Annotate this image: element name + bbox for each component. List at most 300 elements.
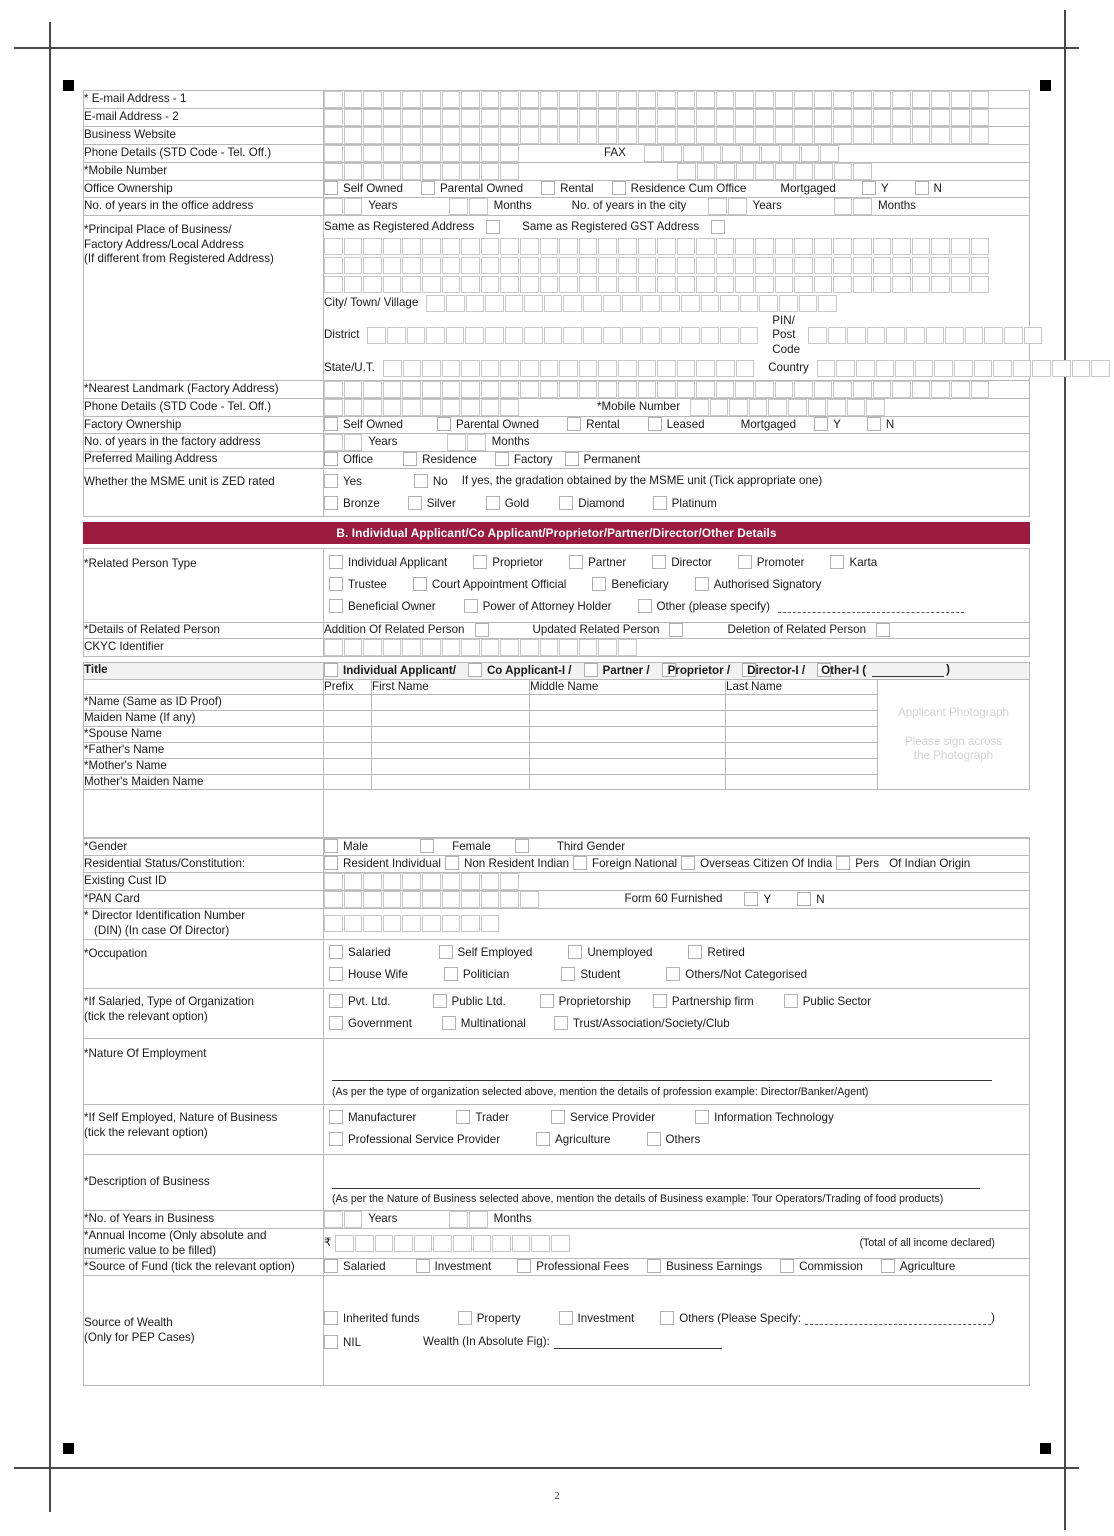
char-box[interactable]	[794, 257, 813, 274]
option-org-pvt-ltd[interactable]: Pvt. Ltd.	[329, 994, 391, 1010]
char-box[interactable]	[442, 238, 461, 255]
char-box[interactable]	[677, 238, 696, 255]
char-box[interactable]	[657, 381, 676, 398]
char-box[interactable]	[363, 238, 382, 255]
char-box[interactable]	[681, 327, 700, 344]
char-box[interactable]	[657, 238, 676, 255]
option-nob-others[interactable]: Others	[647, 1132, 701, 1148]
field-residential-status[interactable]	[324, 856, 1030, 873]
char-box[interactable]	[794, 276, 813, 293]
field-factory-years[interactable]	[324, 433, 1030, 451]
input-first-name[interactable]	[372, 711, 530, 727]
char-box[interactable]	[442, 360, 461, 377]
char-box[interactable]	[422, 639, 441, 656]
checkbox-icon[interactable]	[695, 1110, 709, 1124]
char-box[interactable]	[531, 1235, 550, 1252]
char-box[interactable]	[971, 276, 990, 293]
char-box[interactable]	[442, 127, 461, 144]
char-box[interactable]	[394, 1235, 413, 1252]
field-email2[interactable]	[324, 109, 1030, 127]
char-box[interactable]	[926, 327, 945, 344]
char-box[interactable]	[469, 198, 488, 215]
char-box[interactable]	[540, 257, 559, 274]
char-box[interactable]	[853, 381, 872, 398]
option-factory-leased[interactable]: Leased	[648, 417, 705, 433]
char-box[interactable]	[422, 109, 441, 126]
checkbox-icon[interactable]	[780, 1259, 794, 1273]
char-box[interactable]	[433, 1235, 452, 1252]
char-box[interactable]	[716, 276, 735, 293]
char-box[interactable]	[363, 915, 382, 932]
field-nature-employment[interactable]	[324, 1039, 1030, 1105]
char-box[interactable]	[383, 276, 402, 293]
char-box[interactable]	[779, 295, 798, 312]
checkbox-icon[interactable]	[565, 452, 579, 466]
char-box[interactable]	[442, 109, 461, 126]
option-occ-unemployed[interactable]: Unemployed	[568, 945, 652, 961]
char-box[interactable]	[677, 91, 696, 108]
checkbox-icon[interactable]	[681, 856, 695, 870]
char-box[interactable]	[644, 145, 663, 162]
char-box[interactable]	[951, 91, 970, 108]
input-first-name[interactable]	[372, 742, 530, 758]
char-box[interactable]	[788, 399, 807, 416]
char-box[interactable]	[579, 257, 598, 274]
char-box[interactable]	[657, 91, 676, 108]
checkbox-icon[interactable]	[445, 856, 459, 870]
char-box[interactable]	[540, 91, 559, 108]
wealth-others-line[interactable]	[805, 1313, 991, 1325]
char-box[interactable]	[383, 915, 402, 932]
char-box[interactable]	[775, 276, 794, 293]
checkbox-icon[interactable]	[561, 967, 575, 981]
option-gender-third[interactable]: Third Gender	[515, 839, 625, 855]
char-box[interactable]	[461, 91, 480, 108]
checkbox-icon[interactable]	[473, 555, 487, 569]
char-box[interactable]	[735, 109, 754, 126]
char-box[interactable]	[344, 257, 363, 274]
char-box[interactable]	[853, 238, 872, 255]
char-box[interactable]	[735, 257, 754, 274]
input-middle-name[interactable]	[530, 758, 726, 774]
char-box[interactable]	[618, 91, 637, 108]
char-box[interactable]	[500, 109, 519, 126]
option-org-trust-association[interactable]: Trust/Association/Society/Club	[554, 1016, 730, 1032]
char-box[interactable]	[638, 257, 657, 274]
option-fund-salaried[interactable]: Salaried	[324, 1259, 386, 1275]
char-box[interactable]	[683, 145, 702, 162]
char-box[interactable]	[681, 295, 700, 312]
checkbox-deletion-related-person[interactable]	[876, 623, 890, 637]
field-mailing-address[interactable]	[324, 451, 1030, 468]
char-box[interactable]	[579, 360, 598, 377]
char-box[interactable]	[355, 1235, 374, 1252]
char-box[interactable]	[524, 327, 543, 344]
checkbox-icon[interactable]	[324, 839, 338, 853]
char-box[interactable]	[836, 360, 855, 377]
checkbox-icon[interactable]	[324, 1335, 338, 1349]
option-nob-trader[interactable]: Trader	[456, 1110, 509, 1126]
char-box[interactable]	[951, 238, 970, 255]
char-box[interactable]	[520, 276, 539, 293]
char-box[interactable]	[618, 276, 637, 293]
char-box[interactable]	[461, 891, 480, 908]
option-org-public-sector[interactable]: Public Sector	[784, 994, 871, 1010]
char-box[interactable]	[363, 276, 382, 293]
char-box[interactable]	[383, 873, 402, 890]
char-box[interactable]	[951, 257, 970, 274]
char-box[interactable]	[984, 327, 1003, 344]
char-box[interactable]	[971, 381, 990, 398]
char-box[interactable]	[520, 91, 539, 108]
field-zed-rated[interactable]	[324, 468, 1030, 517]
char-box[interactable]	[912, 276, 931, 293]
checkbox-icon[interactable]	[464, 599, 478, 613]
char-box[interactable]	[755, 238, 774, 255]
char-box[interactable]	[505, 327, 524, 344]
char-box[interactable]	[466, 295, 485, 312]
char-box[interactable]	[735, 238, 754, 255]
char-box[interactable]	[481, 238, 500, 255]
char-box[interactable]	[461, 873, 480, 890]
checkbox-icon[interactable]	[666, 967, 680, 981]
input-middle-name[interactable]	[530, 742, 726, 758]
char-box[interactable]	[892, 109, 911, 126]
checkbox-icon[interactable]	[569, 555, 583, 569]
option-fund-professional-fees[interactable]: Professional Fees	[517, 1259, 629, 1275]
char-box[interactable]	[422, 127, 441, 144]
char-box[interactable]	[579, 639, 598, 656]
char-box[interactable]	[853, 163, 872, 180]
checkbox-icon[interactable]	[660, 1311, 674, 1325]
char-box[interactable]	[442, 639, 461, 656]
input-prefix[interactable]	[324, 711, 372, 727]
char-box[interactable]	[324, 163, 343, 180]
char-box[interactable]	[974, 360, 993, 377]
checkbox-icon[interactable]	[862, 181, 876, 195]
char-box[interactable]	[638, 127, 657, 144]
field-source-of-wealth[interactable]	[324, 1276, 1030, 1386]
wealth-absolute-line[interactable]	[554, 1337, 722, 1349]
option-zed-platinum[interactable]: Platinum	[653, 496, 717, 512]
char-box[interactable]	[701, 327, 720, 344]
char-box[interactable]	[951, 381, 970, 398]
char-box[interactable]	[598, 127, 617, 144]
char-box[interactable]	[447, 434, 466, 451]
char-box[interactable]	[500, 381, 519, 398]
char-box[interactable]	[461, 163, 480, 180]
char-box[interactable]	[603, 327, 622, 344]
char-box[interactable]	[363, 91, 382, 108]
char-box[interactable]	[735, 276, 754, 293]
char-box[interactable]	[716, 360, 735, 377]
input-prefix[interactable]	[324, 758, 372, 774]
char-box[interactable]	[481, 399, 500, 416]
char-box[interactable]	[383, 163, 402, 180]
char-box[interactable]	[422, 873, 441, 890]
char-box[interactable]	[520, 109, 539, 126]
checkbox-icon[interactable]	[551, 1110, 565, 1124]
char-box[interactable]	[971, 257, 990, 274]
char-box[interactable]	[818, 295, 837, 312]
option-fund-business-earnings[interactable]: Business Earnings	[647, 1259, 762, 1275]
checkbox-icon[interactable]	[324, 181, 338, 195]
char-box[interactable]	[461, 109, 480, 126]
char-box[interactable]	[696, 257, 715, 274]
option-occ-student[interactable]: Student	[561, 967, 620, 983]
char-box[interactable]	[755, 163, 774, 180]
char-box[interactable]	[886, 327, 905, 344]
char-box[interactable]	[740, 295, 759, 312]
field-source-of-fund[interactable]	[324, 1259, 1030, 1276]
char-box[interactable]	[794, 91, 813, 108]
char-box[interactable]	[759, 295, 778, 312]
char-box[interactable]	[461, 145, 480, 162]
char-box[interactable]	[736, 360, 755, 377]
checkbox-icon[interactable]	[420, 839, 434, 853]
char-box[interactable]	[814, 276, 833, 293]
checkbox-icon[interactable]	[814, 417, 828, 431]
char-box[interactable]	[716, 238, 735, 255]
char-box[interactable]	[853, 127, 872, 144]
char-box[interactable]	[579, 91, 598, 108]
char-box[interactable]	[402, 891, 421, 908]
char-box[interactable]	[951, 276, 970, 293]
char-box[interactable]	[500, 257, 519, 274]
option-nob-agriculture[interactable]: Agriculture	[536, 1132, 610, 1148]
checkbox-icon[interactable]	[540, 994, 554, 1008]
option-zed-yes[interactable]: Yes	[324, 474, 362, 490]
char-box[interactable]	[775, 238, 794, 255]
char-box[interactable]	[520, 257, 539, 274]
char-box[interactable]	[520, 639, 539, 656]
char-box[interactable]	[735, 381, 754, 398]
checkbox-icon[interactable]	[329, 994, 343, 1008]
char-box[interactable]	[442, 257, 461, 274]
checkbox-icon[interactable]	[653, 496, 667, 510]
char-box[interactable]	[363, 639, 382, 656]
option-mailing-factory[interactable]: Factory	[495, 452, 553, 468]
checkbox-icon[interactable]	[647, 1132, 661, 1146]
char-box[interactable]	[638, 238, 657, 255]
char-box[interactable]	[344, 381, 363, 398]
option-res-non-resident-indian[interactable]: Non Resident Indian	[445, 856, 569, 872]
option-factory-rental[interactable]: Rental	[567, 417, 620, 433]
char-box[interactable]	[696, 381, 715, 398]
input-last-name[interactable]	[726, 758, 878, 774]
option-fund-investment[interactable]: Investment	[416, 1259, 492, 1275]
char-box[interactable]	[500, 91, 519, 108]
char-box[interactable]	[453, 1235, 472, 1252]
char-box[interactable]	[701, 295, 720, 312]
char-box[interactable]	[833, 276, 852, 293]
char-box[interactable]	[971, 91, 990, 108]
option-rpt-partner[interactable]: Partner	[569, 555, 626, 571]
char-box[interactable]	[971, 109, 990, 126]
char-box[interactable]	[402, 109, 421, 126]
char-box[interactable]	[442, 91, 461, 108]
checkbox-icon[interactable]	[567, 417, 581, 431]
input-last-name[interactable]	[726, 774, 878, 790]
char-box[interactable]	[540, 127, 559, 144]
char-box[interactable]	[520, 127, 539, 144]
char-box[interactable]	[402, 276, 421, 293]
char-box[interactable]	[697, 163, 716, 180]
char-box[interactable]	[485, 327, 504, 344]
char-box[interactable]	[344, 639, 363, 656]
option-rpt-authorised-signatory[interactable]: Authorised Signatory	[695, 577, 822, 593]
char-box[interactable]	[402, 399, 421, 416]
checkbox-icon[interactable]	[329, 945, 343, 959]
checkbox-icon[interactable]	[324, 856, 338, 870]
option-rpt-beneficial-owner[interactable]: Beneficial Owner	[329, 599, 436, 615]
char-box[interactable]	[559, 257, 578, 274]
char-box[interactable]	[618, 127, 637, 144]
checkbox-icon[interactable]	[437, 417, 451, 431]
checkbox-icon[interactable]	[468, 663, 482, 677]
field-related-person-type[interactable]	[324, 549, 1030, 622]
checkbox-icon[interactable]	[738, 555, 752, 569]
char-box[interactable]	[814, 109, 833, 126]
char-box[interactable]	[500, 399, 519, 416]
description-business-input[interactable]	[332, 1162, 980, 1189]
char-box[interactable]	[735, 127, 754, 144]
char-box[interactable]	[422, 238, 441, 255]
input-first-name[interactable]	[372, 758, 530, 774]
char-box[interactable]	[402, 127, 421, 144]
char-box[interactable]	[324, 1211, 343, 1228]
field-factory-ownership[interactable]	[324, 417, 1030, 434]
char-box[interactable]	[402, 238, 421, 255]
char-box[interactable]	[520, 381, 539, 398]
char-box[interactable]	[402, 915, 421, 932]
option-rpt-promoter[interactable]: Promoter	[738, 555, 805, 571]
char-box[interactable]	[716, 127, 735, 144]
char-box[interactable]	[915, 360, 934, 377]
char-box[interactable]	[1091, 360, 1110, 377]
option-rpt-trustee[interactable]: Trustee	[329, 577, 387, 593]
char-box[interactable]	[794, 238, 813, 255]
field-factory-phone[interactable]	[324, 399, 1030, 417]
char-box[interactable]	[720, 295, 739, 312]
option-zed-gold[interactable]: Gold	[486, 496, 530, 512]
char-box[interactable]	[500, 360, 519, 377]
char-box[interactable]	[563, 327, 582, 344]
option-res-overseas-citizen[interactable]: Overseas Citizen Of India	[681, 856, 832, 872]
char-box[interactable]	[638, 360, 657, 377]
char-box[interactable]	[814, 238, 833, 255]
char-box[interactable]	[344, 145, 363, 162]
char-box[interactable]	[324, 127, 343, 144]
char-box[interactable]	[579, 276, 598, 293]
char-box[interactable]	[873, 109, 892, 126]
char-box[interactable]	[402, 381, 421, 398]
char-box[interactable]	[461, 915, 480, 932]
char-box[interactable]	[833, 238, 852, 255]
option-title-co-applicant[interactable]: Co Applicant-I /	[468, 663, 572, 679]
char-box[interactable]	[931, 127, 950, 144]
char-box[interactable]	[449, 1211, 468, 1228]
checkbox-icon[interactable]	[695, 577, 709, 591]
char-box[interactable]	[579, 127, 598, 144]
char-box[interactable]	[500, 238, 519, 255]
char-box[interactable]	[520, 238, 539, 255]
char-box[interactable]	[324, 873, 343, 890]
char-box[interactable]	[492, 1235, 511, 1252]
char-box[interactable]	[638, 91, 657, 108]
field-gender[interactable]	[324, 839, 1030, 856]
option-title-director[interactable]: Director-I /	[742, 663, 805, 679]
field-cust-id[interactable]	[324, 873, 1030, 891]
char-box[interactable]	[794, 109, 813, 126]
char-box[interactable]	[618, 639, 637, 656]
checkbox-icon[interactable]	[652, 555, 666, 569]
checkbox-icon[interactable]	[324, 474, 338, 488]
char-box[interactable]	[324, 915, 343, 932]
char-box[interactable]	[945, 327, 964, 344]
char-box[interactable]	[1032, 360, 1051, 377]
checkbox-icon[interactable]	[688, 945, 702, 959]
char-box[interactable]	[794, 381, 813, 398]
char-box[interactable]	[383, 360, 402, 377]
char-box[interactable]	[383, 91, 402, 108]
char-box[interactable]	[657, 257, 676, 274]
char-box[interactable]	[657, 360, 676, 377]
char-box[interactable]	[814, 163, 833, 180]
char-box[interactable]	[827, 399, 846, 416]
char-box[interactable]	[473, 1235, 492, 1252]
char-box[interactable]	[344, 91, 363, 108]
option-factory-parental-owned[interactable]: Parental Owned	[437, 417, 539, 433]
char-box[interactable]	[642, 295, 661, 312]
char-box[interactable]	[755, 91, 774, 108]
char-box[interactable]	[781, 145, 800, 162]
checkbox-icon[interactable]	[830, 555, 844, 569]
char-box[interactable]	[422, 276, 441, 293]
checkbox-icon[interactable]	[444, 967, 458, 981]
char-box[interactable]	[335, 1235, 354, 1252]
char-box[interactable]	[696, 238, 715, 255]
char-box[interactable]	[931, 276, 950, 293]
checkbox-icon[interactable]	[456, 1110, 470, 1124]
char-box[interactable]	[814, 381, 833, 398]
char-box[interactable]	[853, 257, 872, 274]
char-box[interactable]	[559, 381, 578, 398]
checkbox-icon[interactable]	[784, 994, 798, 1008]
char-box[interactable]	[363, 257, 382, 274]
char-box[interactable]	[481, 109, 500, 126]
char-box[interactable]	[383, 127, 402, 144]
field-org-type[interactable]	[324, 989, 1030, 1039]
option-office-mortgaged-no[interactable]: N	[915, 181, 942, 197]
char-box[interactable]	[663, 145, 682, 162]
field-website[interactable]	[324, 127, 1030, 145]
char-box[interactable]	[736, 163, 755, 180]
checkbox-icon[interactable]	[915, 181, 929, 195]
option-wealth-nil[interactable]: NIL	[324, 1335, 361, 1351]
field-pan[interactable]	[324, 891, 1030, 909]
char-box[interactable]	[892, 127, 911, 144]
char-box[interactable]	[833, 381, 852, 398]
char-box[interactable]	[402, 163, 421, 180]
char-box[interactable]	[481, 381, 500, 398]
char-box[interactable]	[551, 1235, 570, 1252]
char-box[interactable]	[931, 257, 950, 274]
option-office-rental[interactable]: Rental	[541, 181, 594, 197]
char-box[interactable]	[422, 399, 441, 416]
char-box[interactable]	[461, 399, 480, 416]
checkbox-icon[interactable]	[329, 967, 343, 981]
